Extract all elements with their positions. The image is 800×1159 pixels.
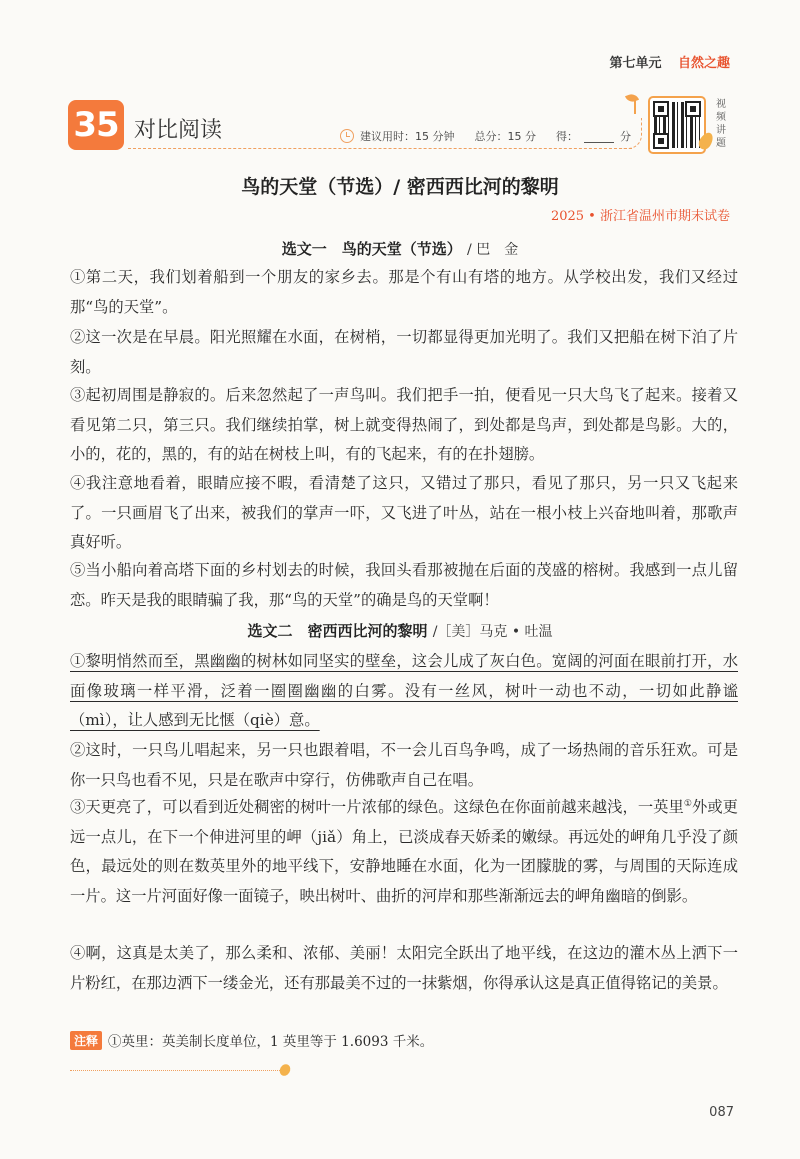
qr-code-icon[interactable]: [648, 96, 706, 154]
footnote: [70, 1030, 433, 1050]
leaf-icon: [278, 1062, 293, 1077]
sprout-stem-icon: [634, 100, 636, 114]
score-blank[interactable]: [584, 130, 614, 143]
paragraph: ②这时，一只鸟儿唱起来，另一只也跟着唱，不一会儿百鸟争鸣，成了一场热闹的音乐狂欢。可是你一只鸟也看不见，只是在歌声中穿行，仿佛歌声自己在唱。: [70, 741, 738, 789]
unit-header: [609, 52, 730, 71]
paragraph: ⑤当小船向着高塔下面的乡村划去的时候，我回头看那被抛在后面的茂盛的榕树。我感到一点儿留恋。昨天是我的眼睛骗了我，那“鸟的天堂”的确是鸟的天堂啊！: [70, 561, 738, 609]
clock-icon: [340, 129, 354, 143]
score-label: 得：: [556, 130, 578, 143]
score-unit: 分: [620, 130, 631, 143]
sprout-leaf-icon: [625, 92, 639, 104]
header-divider: [128, 148, 632, 149]
selection2-heading: [0, 620, 800, 641]
note-divider: [70, 1070, 280, 1071]
paragraph: ③起初周围是静寂的。后来忽然起了一声鸟叫。我们把手一拍，便看见一只大鸟飞了起来。接着又看见第二只，第三只。我们继续拍掌，树上就变得热闹了，到处都是鸟声，到处都是鸟影。大的，小的，花的，黑的，有的站在树枝上叫，有的飞起来，有的在扑翅膀。: [70, 386, 738, 463]
paragraph: ①第二天，我们划着船到一个朋友的家乡去。那是个有山有塔的地方。从学校出发，我们又经过那“鸟的天堂”。: [70, 268, 738, 316]
note-text: ①英里：英美制长度单位，1 英里等于 1.6093 千米。: [108, 1034, 434, 1050]
paragraph: ②这一次是在早晨。阳光照耀在水面，在树梢，一切都显得更加光明了。我们又把船在树下泊了片刻。: [70, 328, 738, 376]
article-title: 鸟的天堂（节选）/ 密西西比河的黎明: [241, 176, 559, 198]
paragraph-underlined: ①黎明悄然而至，黑幽幽的树林如同坚实的壁垒，这会儿成了灰白色。宽阔的河面在眼前打开，水面像玻璃一样平滑，泛着一圈圈幽幽的白雾。没有一丝风，树叶一动也不动，一切如此静谧（mì），让人感到无比惬（qiè）意。: [70, 652, 738, 729]
footnote-marker: ①: [683, 798, 692, 809]
paragraph-text: ③天更亮了，可以看到近处稠密的树叶一片浓郁的绿色。这绿色在你面前越来越浅，一英里: [70, 798, 684, 816]
unit-theme: 自然之趣: [677, 56, 730, 71]
selection2-author: /［美］马克 • 吐温: [432, 624, 553, 640]
note-tag: 注释: [70, 1031, 102, 1050]
selection1-heading: [0, 238, 800, 259]
lesson-title: 对比阅读: [134, 118, 223, 143]
paragraph: ④啊，这真是太美了，那么柔和、浓郁、美丽！太阳完全跃出了地平线，在这边的灌木丛上洒下一片粉红，在那边洒下一缕金光，还有那最美不过的一抹紫烟，你得承认这是真正值得铭记的美景。: [70, 944, 738, 992]
article-source: 2025 • 浙江省温州市期末试卷: [550, 209, 730, 224]
lesson-number-badge: 35: [68, 100, 124, 150]
unit-number: 第七单元: [609, 56, 662, 71]
paragraph: ④我注意地看着，眼睛应接不暇，看清楚了这只，又错过了那只，看见了那只，另一只又飞起来了。一只画眉飞了出来，被我们的掌声一吓，又飞进了叶丛，站在一根小枝上兴奋地叫着，那歌声真好听。: [70, 474, 738, 551]
video-label: 视频讲题: [716, 99, 726, 149]
paragraph: [70, 793, 738, 911]
total-score: 总分：15 分: [474, 130, 536, 143]
paragraph-text: 外或更远一点儿，在下一个伸进河里的岬（jiǎ）角上，已淡成春天娇柔的嫩绿。再远处的岬角几乎没了颜色，最远处的则在数英里外的地平线下，安静地睡在水面，化为一团朦胧的雾，与周围的天际连成一片。这一片河面好像一面镜子，映出树叶、曲折的河岸和那些渐渐远去的岬角幽暗的倒影。: [70, 798, 738, 905]
selection1-author: / 巴 金: [467, 242, 519, 258]
selection2-title: 选文二 密西西比河的黎明: [247, 622, 428, 640]
suggested-time: 建议用时：15 分钟: [360, 130, 455, 143]
page-number: 087: [709, 1105, 734, 1120]
selection1-title: 选文一 鸟的天堂（节选）: [281, 240, 462, 258]
lesson-meta: [340, 128, 631, 144]
